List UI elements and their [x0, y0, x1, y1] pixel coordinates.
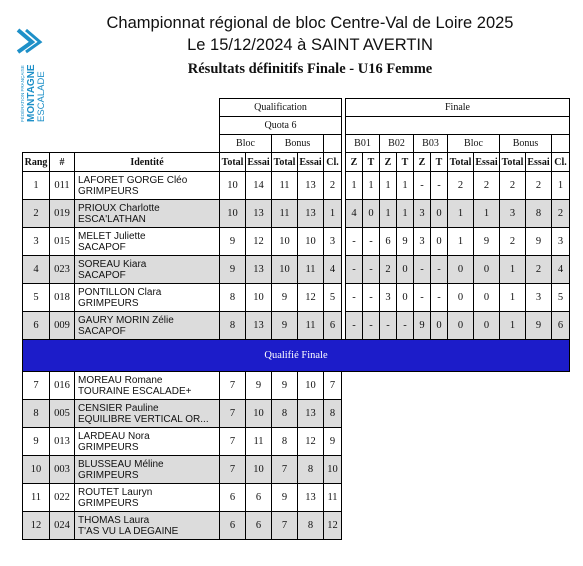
athlete-identity — [75, 228, 220, 256]
fin-bonus-essai: 9 — [526, 312, 552, 340]
athlete-identity — [75, 284, 220, 312]
col-total: Total — [220, 153, 246, 172]
qual-bloc-total: 8 — [220, 284, 246, 312]
bib-cell: 005 — [50, 400, 75, 428]
fin-bloc-total: 0 — [448, 284, 474, 312]
athlete-identity — [75, 312, 220, 340]
athlete-club: SACAPOF — [78, 325, 126, 337]
athlete-identity — [75, 456, 220, 484]
col-t: T — [397, 153, 414, 172]
qual-bloc-total: 7 — [220, 400, 246, 428]
qual-bonus-essai: 12 — [298, 428, 324, 456]
bib-cell: 009 — [50, 312, 75, 340]
b01-z: - — [346, 284, 363, 312]
b02-t: 1 — [397, 200, 414, 228]
qual-bloc-essai: 6 — [246, 512, 272, 540]
fin-bonus-essai: 2 — [526, 172, 552, 200]
b02-z: 3 — [380, 284, 397, 312]
table-row — [23, 172, 570, 200]
qual-bloc-essai: 14 — [246, 172, 272, 200]
athlete-name: PONTILLON Clara — [78, 286, 162, 298]
table-row — [23, 256, 570, 284]
b03-z: 3 — [414, 228, 431, 256]
bib-cell: 013 — [50, 428, 75, 456]
qual-bonus-total: 10 — [272, 256, 298, 284]
col-cl: Cl. — [324, 153, 342, 172]
athlete-name: BLUSSEAU Méline — [78, 458, 164, 470]
b01-z: - — [346, 228, 363, 256]
b02-t: 1 — [397, 172, 414, 200]
quota-header: Quota 6 — [220, 117, 342, 135]
athlete-name: GAURY MORIN Zélie — [78, 314, 174, 326]
fin-bloc-essai: 1 — [474, 200, 500, 228]
qual-bonus-total: 11 — [272, 200, 298, 228]
bib-cell: 018 — [50, 284, 75, 312]
qual-bonus-total: 7 — [272, 456, 298, 484]
qual-bloc-total: 10 — [220, 200, 246, 228]
bib-cell: 023 — [50, 256, 75, 284]
b01-header: B01 — [346, 135, 380, 153]
qual-rank: 11 — [324, 484, 342, 512]
fin-bonus-total: 1 — [500, 284, 526, 312]
col-identite: Identité — [75, 153, 220, 172]
qual-bonus-essai: 11 — [298, 312, 324, 340]
qual-bonus-total: 8 — [272, 428, 298, 456]
athlete-identity — [75, 372, 220, 400]
qualified-band — [23, 340, 570, 372]
rank-cell: 1 — [23, 172, 50, 200]
table-row — [23, 284, 570, 312]
qual-rank: 1 — [324, 200, 342, 228]
athlete-name: MELET Juliette — [78, 230, 146, 242]
fin-bloc-essai: 9 — [474, 228, 500, 256]
col-t: T — [431, 153, 448, 172]
fin-bloc-total: 2 — [448, 172, 474, 200]
qual-bloc-essai: 6 — [246, 484, 272, 512]
athlete-identity — [75, 256, 220, 284]
fin-bonus-essai: 8 — [526, 200, 552, 228]
qual-rank: 7 — [324, 372, 342, 400]
rank-cell: 12 — [23, 512, 50, 540]
qual-rank: 5 — [324, 284, 342, 312]
b03-t: 0 — [431, 312, 448, 340]
b02-z: 1 — [380, 200, 397, 228]
athlete-name: THOMAS Laura — [78, 514, 150, 526]
fin-bonus-total: 2 — [500, 228, 526, 256]
qual-bonus-total: 9 — [272, 284, 298, 312]
athlete-club: GRIMPEURS — [78, 441, 139, 453]
b02-z: 1 — [380, 172, 397, 200]
athlete-name: LAFORET GORGE Cléo — [78, 174, 188, 186]
qual-bloc-essai: 13 — [246, 256, 272, 284]
table-row — [23, 372, 570, 400]
fin-bloc-total: 1 — [448, 200, 474, 228]
qual-bloc-total: 8 — [220, 312, 246, 340]
qual-bonus-total: 9 — [272, 484, 298, 512]
b03-t: - — [431, 284, 448, 312]
athlete-club: GRIMPEURS — [78, 185, 139, 197]
qual-bonus-essai: 8 — [298, 456, 324, 484]
bib-cell: 016 — [50, 372, 75, 400]
svg-text:ESCALADE: ESCALADE — [36, 71, 47, 122]
qual-bloc-total: 7 — [220, 428, 246, 456]
spacer — [342, 428, 346, 456]
qual-rank: 10 — [324, 456, 342, 484]
col-z: Z — [346, 153, 363, 172]
qual-bonus-total: 9 — [272, 312, 298, 340]
qual-bonus-total: 8 — [272, 400, 298, 428]
b03-header: B03 — [414, 135, 448, 153]
rank-cell: 4 — [23, 256, 50, 284]
athlete-club: ESCA'LATHAN — [78, 213, 146, 225]
col-num: # — [50, 153, 75, 172]
qualified-label: Qualifié Finale — [23, 340, 570, 372]
qual-bonus-essai: 10 — [298, 228, 324, 256]
fin-bonus-total: 3 — [500, 200, 526, 228]
qual-bonus-essai: 13 — [298, 484, 324, 512]
rank-cell: 3 — [23, 228, 50, 256]
rank-cell: 5 — [23, 284, 50, 312]
spacer — [342, 400, 346, 428]
b01-z: 1 — [346, 172, 363, 200]
fin-bloc-total: 0 — [448, 256, 474, 284]
final-rank: 3 — [552, 228, 570, 256]
fin-bloc-essai: 0 — [474, 284, 500, 312]
athlete-identity — [75, 200, 220, 228]
athlete-identity — [75, 400, 220, 428]
qual-bloc-total: 6 — [220, 512, 246, 540]
qual-rank: 2 — [324, 172, 342, 200]
b01-t: 0 — [363, 200, 380, 228]
bib-cell: 022 — [50, 484, 75, 512]
table-row — [23, 228, 570, 256]
b02-t: - — [397, 312, 414, 340]
qual-bloc-total: 6 — [220, 484, 246, 512]
col-essai: Essai — [474, 153, 500, 172]
svg-text:MONTAGNE: MONTAGNE — [26, 64, 37, 122]
spacer — [342, 456, 346, 484]
col-essai: Essai — [526, 153, 552, 172]
athlete-identity — [75, 428, 220, 456]
qual-bloc-essai: 11 — [246, 428, 272, 456]
rank-cell: 7 — [23, 372, 50, 400]
svg-text:FÉDÉRATION FRANÇAISE: FÉDÉRATION FRANÇAISE — [20, 65, 25, 122]
fin-bonus-header: Bonus — [500, 135, 552, 153]
table-row — [23, 400, 570, 428]
col-rang: Rang — [23, 153, 50, 172]
b03-t: - — [431, 172, 448, 200]
qual-bloc-essai: 13 — [246, 312, 272, 340]
qual-bloc-essai: 9 — [246, 372, 272, 400]
fin-bloc-essai: 2 — [474, 172, 500, 200]
b02-t: 0 — [397, 284, 414, 312]
col-essai: Essai — [298, 153, 324, 172]
b01-t: - — [363, 256, 380, 284]
qualification-header: Qualification — [220, 99, 342, 117]
qual-bonus-header: Bonus — [272, 135, 324, 153]
b02-t: 9 — [397, 228, 414, 256]
table-row — [23, 456, 570, 484]
b01-z: - — [346, 312, 363, 340]
athlete-name: PRIOUX Charlotte — [78, 202, 160, 214]
qual-bloc-essai: 13 — [246, 200, 272, 228]
qual-bonus-total: 7 — [272, 512, 298, 540]
athlete-club: TOURAINE ESCALADE+ — [78, 385, 192, 397]
bib-cell: 024 — [50, 512, 75, 540]
col-total: Total — [448, 153, 474, 172]
athlete-club: SACAPOF — [78, 269, 126, 281]
athlete-club: GRIMPEURS — [78, 497, 139, 509]
table-row — [23, 200, 570, 228]
fin-bloc-header: Bloc — [448, 135, 500, 153]
qual-rank: 12 — [324, 512, 342, 540]
table-row — [23, 484, 570, 512]
b01-t: 1 — [363, 172, 380, 200]
rank-cell: 2 — [23, 200, 50, 228]
fin-bonus-essai: 9 — [526, 228, 552, 256]
col-z: Z — [380, 153, 397, 172]
athlete-identity — [75, 172, 220, 200]
athlete-club: SACAPOF — [78, 241, 126, 253]
b03-z: 3 — [414, 200, 431, 228]
b02-z: 2 — [380, 256, 397, 284]
qual-bloc-essai: 10 — [246, 400, 272, 428]
col-z: Z — [414, 153, 431, 172]
qual-bonus-essai: 13 — [298, 400, 324, 428]
qual-rank: 3 — [324, 228, 342, 256]
table-row — [23, 312, 570, 340]
athlete-identity — [75, 484, 220, 512]
fin-bonus-total: 2 — [500, 172, 526, 200]
spacer — [342, 372, 346, 400]
athlete-name: ROUTET Lauryn — [78, 486, 153, 498]
final-rank: 1 — [552, 172, 570, 200]
b03-z: - — [414, 256, 431, 284]
bib-cell: 011 — [50, 172, 75, 200]
fin-bonus-total: 1 — [500, 312, 526, 340]
qual-bloc-essai: 12 — [246, 228, 272, 256]
qual-bloc-total: 10 — [220, 172, 246, 200]
col-essai: Essai — [246, 153, 272, 172]
athlete-name: MOREAU Romane — [78, 374, 163, 386]
event-date-location: Le 15/12/2024 à SAINT AVERTIN — [187, 36, 433, 54]
athlete-club: T'AS VU LA DEGAINE — [78, 525, 179, 537]
qual-bloc-header: Bloc — [220, 135, 272, 153]
finale-header: Finale — [346, 99, 570, 117]
b01-z: - — [346, 256, 363, 284]
qual-bonus-total: 9 — [272, 372, 298, 400]
rank-cell: 6 — [23, 312, 50, 340]
qual-bonus-essai: 11 — [298, 256, 324, 284]
b01-z: 4 — [346, 200, 363, 228]
qual-rank: 6 — [324, 312, 342, 340]
table-row — [23, 428, 570, 456]
athlete-name: SOREAU Kiara — [78, 258, 147, 270]
b01-t: - — [363, 228, 380, 256]
qual-bloc-essai: 10 — [246, 456, 272, 484]
qual-bloc-total: 7 — [220, 372, 246, 400]
rank-cell: 9 — [23, 428, 50, 456]
qual-rank: 8 — [324, 400, 342, 428]
bib-cell: 019 — [50, 200, 75, 228]
col-cl: Cl. — [552, 153, 570, 172]
b03-t: 0 — [431, 200, 448, 228]
qual-bonus-essai: 13 — [298, 172, 324, 200]
b03-t: 0 — [431, 228, 448, 256]
table-row — [23, 512, 570, 540]
qual-bloc-total: 9 — [220, 228, 246, 256]
athlete-name: CENSIER Pauline — [78, 402, 159, 414]
qual-bonus-total: 11 — [272, 172, 298, 200]
results-table — [22, 98, 570, 540]
qual-bonus-essai: 8 — [298, 512, 324, 540]
qual-bonus-total: 10 — [272, 228, 298, 256]
athlete-club: EQUILIBRE VERTICAL OR... — [78, 413, 209, 425]
qual-bloc-essai: 10 — [246, 284, 272, 312]
fin-bloc-total: 0 — [448, 312, 474, 340]
final-rank: 4 — [552, 256, 570, 284]
rank-cell: 11 — [23, 484, 50, 512]
qual-rank: 4 — [324, 256, 342, 284]
fin-bloc-total: 1 — [448, 228, 474, 256]
fin-bloc-essai: 0 — [474, 256, 500, 284]
bib-cell: 003 — [50, 456, 75, 484]
qual-rank: 9 — [324, 428, 342, 456]
qual-bonus-essai: 13 — [298, 200, 324, 228]
fin-bonus-essai: 2 — [526, 256, 552, 284]
qual-bonus-essai: 12 — [298, 284, 324, 312]
spacer — [342, 484, 346, 512]
qual-bonus-essai: 10 — [298, 372, 324, 400]
final-rank: 2 — [552, 200, 570, 228]
col-total: Total — [500, 153, 526, 172]
spacer — [342, 512, 346, 540]
final-rank: 6 — [552, 312, 570, 340]
results-heading: Résultats définitifs Finale - U16 Femme — [187, 61, 433, 77]
athlete-club: GRIMPEURS — [78, 469, 139, 481]
fin-bonus-essai: 3 — [526, 284, 552, 312]
b02-t: 0 — [397, 256, 414, 284]
b02-z: 6 — [380, 228, 397, 256]
rank-cell: 10 — [23, 456, 50, 484]
b01-t: - — [363, 284, 380, 312]
col-t: T — [363, 153, 380, 172]
b03-z: - — [414, 284, 431, 312]
athlete-name: LARDEAU Nora — [78, 430, 150, 442]
b01-t: - — [363, 312, 380, 340]
b03-t: - — [431, 256, 448, 284]
page-title: Championnat régional de bloc Centre-Val de Loire 2025 — [106, 14, 514, 32]
final-rank: 5 — [552, 284, 570, 312]
b03-z: - — [414, 172, 431, 200]
qual-bloc-total: 7 — [220, 456, 246, 484]
qual-bloc-total: 9 — [220, 256, 246, 284]
rank-cell: 8 — [23, 400, 50, 428]
b03-z: 9 — [414, 312, 431, 340]
fin-bloc-essai: 0 — [474, 312, 500, 340]
col-total: Total — [272, 153, 298, 172]
bib-cell: 015 — [50, 228, 75, 256]
fin-bonus-total: 1 — [500, 256, 526, 284]
b02-header: B02 — [380, 135, 414, 153]
b02-z: - — [380, 312, 397, 340]
athlete-club: GRIMPEURS — [78, 297, 139, 309]
athlete-identity — [75, 512, 220, 540]
